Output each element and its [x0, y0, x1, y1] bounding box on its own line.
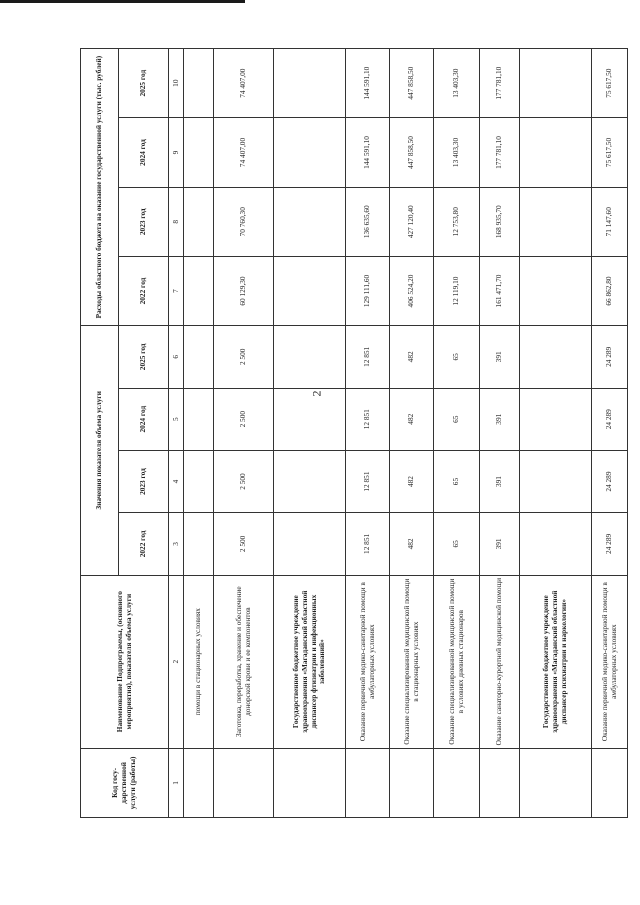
cell-expense — [184, 256, 214, 325]
cell-expense: 129 111,60 — [346, 256, 390, 325]
cell-code — [184, 748, 214, 817]
column-number: 7 — [169, 256, 184, 325]
cell-volume: 2 500 — [214, 450, 274, 512]
cell-expense — [184, 187, 214, 256]
cell-code — [390, 748, 434, 817]
cell-expense — [520, 49, 592, 118]
cell-code — [274, 748, 346, 817]
cell-expense: 75 617,50 — [592, 118, 628, 187]
cell-expense — [274, 256, 346, 325]
cell-expense: 66 862,80 — [592, 256, 628, 325]
cell-volume: 12 851 — [346, 388, 390, 450]
cell-name: Государственное бюджетное учреждение здравоохранения «Магаданский областной диспансер психиатрии и наркологии» — [520, 575, 592, 748]
cell-volume: 482 — [390, 326, 434, 388]
cell-volume — [520, 326, 592, 388]
cell-expense: 13 403,30 — [434, 118, 480, 187]
cell-volume — [274, 450, 346, 512]
column-number: 3 — [169, 513, 184, 575]
table-row — [434, 49, 480, 818]
cell-code — [592, 748, 628, 817]
table-row — [274, 49, 346, 818]
cell-volume: 24 289 — [592, 388, 628, 450]
cell-expense — [184, 118, 214, 187]
header-volume-year: 2023 год — [119, 450, 169, 512]
cell-name: Государственное бюджетное учреждение здравоохранения «Магаданский областной диспансер фтизиатрии и инфекционных заболеваний» — [274, 575, 346, 748]
header-expense-year: 2025 год — [119, 49, 169, 118]
cell-volume: 65 — [434, 388, 480, 450]
cell-expense: 144 591,10 — [346, 118, 390, 187]
header-expense-year: 2023 год — [119, 187, 169, 256]
cell-expense: 168 935,70 — [480, 187, 520, 256]
cell-volume: 65 — [434, 326, 480, 388]
cell-volume — [274, 388, 346, 450]
cell-code — [214, 748, 274, 817]
cell-expense: 74 407,00 — [214, 49, 274, 118]
table-row — [184, 49, 214, 818]
cell-expense: 13 403,30 — [434, 49, 480, 118]
cell-expense: 12 119,10 — [434, 256, 480, 325]
cell-expense: 144 591,10 — [346, 49, 390, 118]
cell-expense: 70 760,30 — [214, 187, 274, 256]
cell-volume: 391 — [480, 450, 520, 512]
cell-expense: 74 407,00 — [214, 118, 274, 187]
cell-code — [480, 748, 520, 817]
cell-volume: 482 — [390, 513, 434, 575]
cell-code — [520, 748, 592, 817]
cell-volume: 2 500 — [214, 388, 274, 450]
table-row — [520, 49, 592, 818]
column-number: 5 — [169, 388, 184, 450]
cell-volume: 24 289 — [592, 513, 628, 575]
cell-expense: 71 147,60 — [592, 187, 628, 256]
cell-expense — [520, 256, 592, 325]
column-number: 9 — [169, 118, 184, 187]
column-number-row — [169, 49, 184, 818]
column-number: 6 — [169, 326, 184, 388]
cell-volume: 482 — [390, 450, 434, 512]
budget-table — [80, 48, 628, 818]
cell-expense — [520, 187, 592, 256]
cell-name: Заготовка, переработка, хранение и обеспечение донорской крови и ее компонентов — [214, 575, 274, 748]
cell-name: Оказание санаторно-курортной медицинской помощи — [480, 575, 520, 748]
cell-volume: 391 — [480, 326, 520, 388]
header-volume-year: 2024 год — [119, 388, 169, 450]
cell-name: Оказание специализированной медицинской помощи в стационарных условиях — [390, 575, 434, 748]
cell-volume: 391 — [480, 388, 520, 450]
cell-volume — [184, 388, 214, 450]
cell-expense — [520, 118, 592, 187]
cell-code — [346, 748, 390, 817]
cell-volume: 65 — [434, 513, 480, 575]
cell-volume — [184, 513, 214, 575]
cell-expense: 60 129,30 — [214, 256, 274, 325]
cell-volume: 2 500 — [214, 326, 274, 388]
cell-volume: 12 851 — [346, 450, 390, 512]
cell-expense: 12 753,80 — [434, 187, 480, 256]
header-code: Код госу-дарственной услуги (работы) — [81, 748, 169, 817]
table-row — [390, 49, 434, 818]
cell-volume — [184, 450, 214, 512]
cell-expense: 75 617,50 — [592, 49, 628, 118]
table-row — [346, 49, 390, 818]
column-number: 1 — [169, 748, 184, 817]
column-number: 8 — [169, 187, 184, 256]
column-number: 10 — [169, 49, 184, 118]
cell-expense: 161 471,70 — [480, 256, 520, 325]
header-expense-group: Расходы областного бюджета на оказание государственной услуги (тыс. рублей) — [81, 49, 119, 326]
header-volume-group: Значения показателя объема услуги — [81, 326, 119, 575]
column-number: 2 — [169, 575, 184, 748]
cell-volume: 24 289 — [592, 450, 628, 512]
cell-expense: 427 120,40 — [390, 187, 434, 256]
cell-expense: 136 635,60 — [346, 187, 390, 256]
header-expense-year: 2024 год — [119, 118, 169, 187]
cell-volume — [520, 450, 592, 512]
cell-name: Оказание специализированной медицинской помощи в условиях дневных стационаров — [434, 575, 480, 748]
cell-volume — [520, 388, 592, 450]
table-container — [80, 48, 628, 818]
cell-volume — [520, 513, 592, 575]
table-row — [214, 49, 274, 818]
cell-expense: 406 524,20 — [390, 256, 434, 325]
header-expense-year: 2022 год — [119, 256, 169, 325]
cell-name: помощи в стационарных условиях — [184, 575, 214, 748]
cell-expense: 177 781,10 — [480, 49, 520, 118]
cell-volume: 65 — [434, 450, 480, 512]
header-volume-year: 2022 год — [119, 513, 169, 575]
cell-name: Оказание первичной медико-санитарной помощи в амбулаторных условиях — [346, 575, 390, 748]
cell-name: Оказание первичной медико-санитарной помощи в амбулаторных условиях — [592, 575, 628, 748]
cell-expense — [184, 49, 214, 118]
header-name: Наименование Подпрограммы, (основного мероприятия), показателя объема услуги — [81, 575, 169, 748]
cell-expense: 447 858,50 — [390, 49, 434, 118]
cell-expense — [274, 187, 346, 256]
cell-volume — [274, 513, 346, 575]
cell-volume — [274, 326, 346, 388]
cell-volume — [184, 326, 214, 388]
cell-expense — [274, 118, 346, 187]
cell-volume: 2 500 — [214, 513, 274, 575]
cell-code — [434, 748, 480, 817]
cell-expense: 447 858,50 — [390, 118, 434, 187]
cell-volume: 12 851 — [346, 513, 390, 575]
cell-volume: 24 289 — [592, 326, 628, 388]
table-row — [592, 49, 628, 818]
cell-volume: 391 — [480, 513, 520, 575]
table-row — [480, 49, 520, 818]
header-volume-year: 2025 год — [119, 326, 169, 388]
page-number: 2 — [309, 390, 324, 397]
cell-expense: 177 781,10 — [480, 118, 520, 187]
cell-volume: 12 851 — [346, 326, 390, 388]
cell-volume: 482 — [390, 388, 434, 450]
column-number: 4 — [169, 450, 184, 512]
cell-expense — [274, 49, 346, 118]
